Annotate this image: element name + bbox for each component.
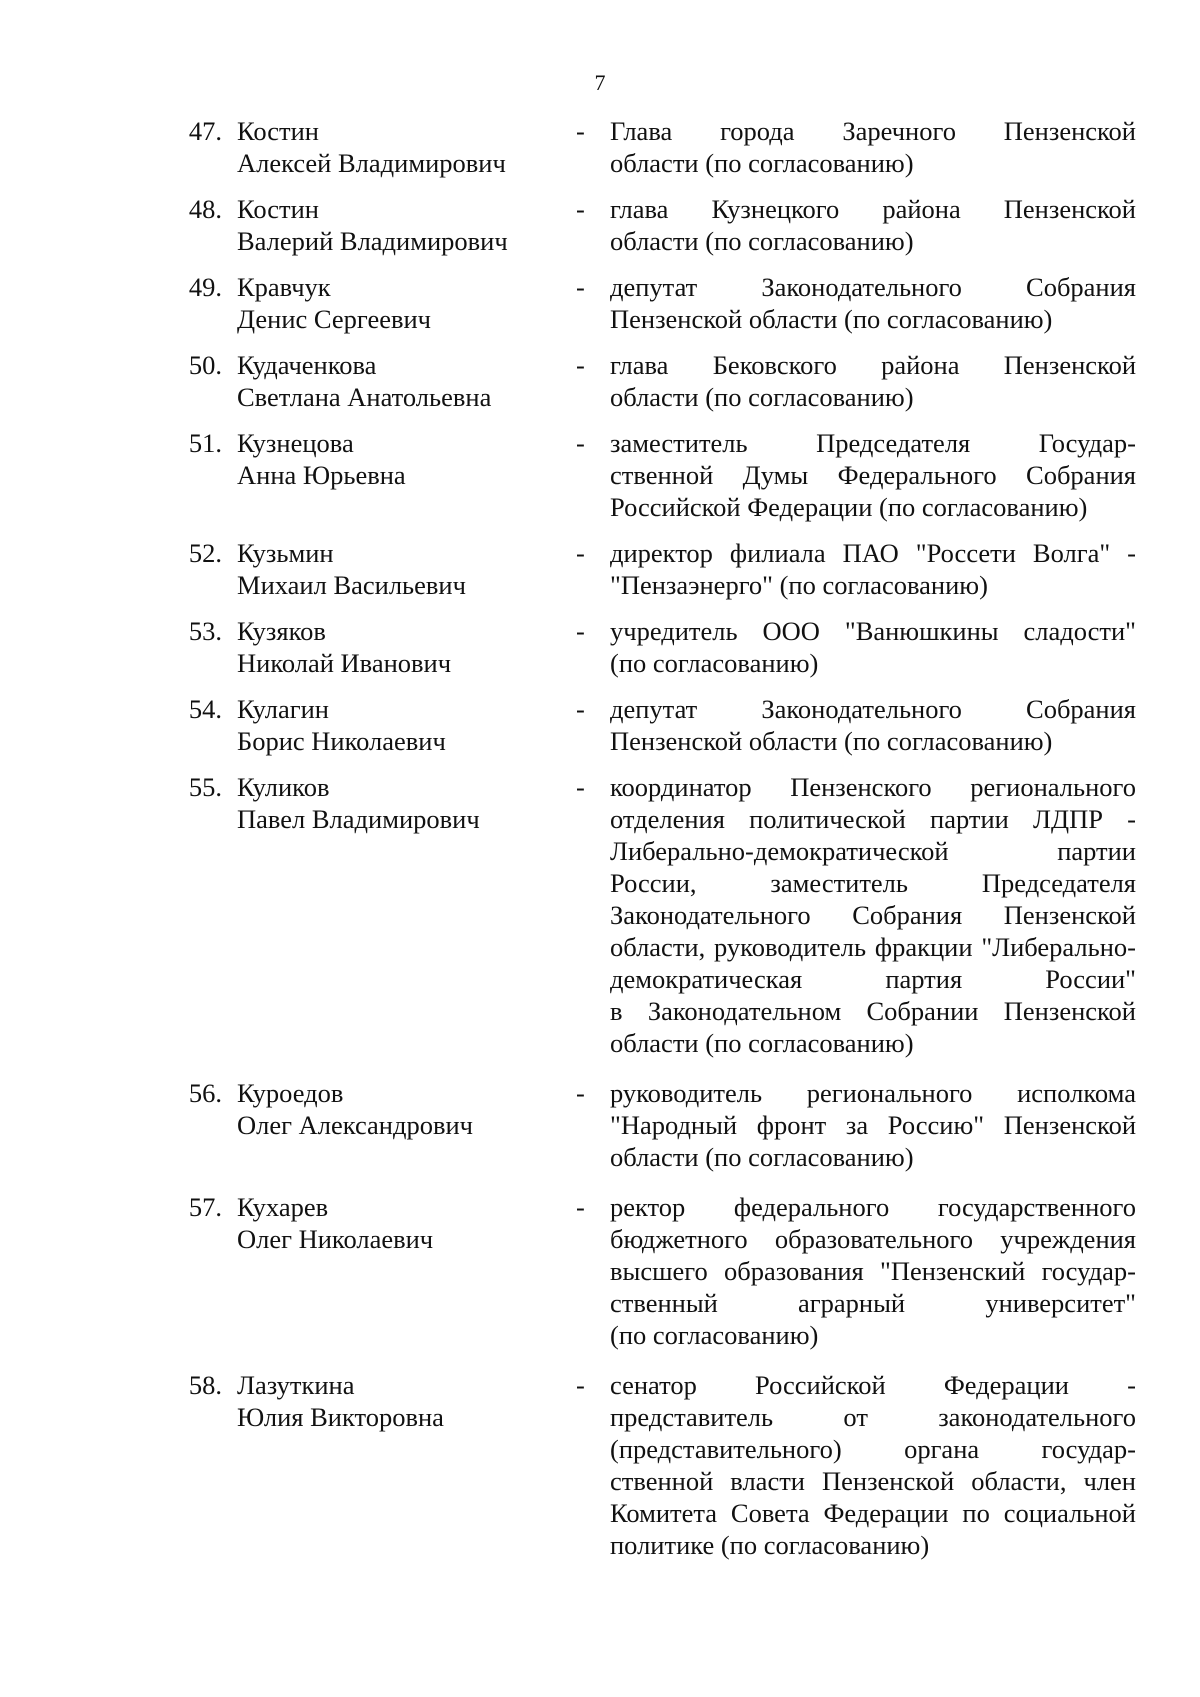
member-name (237, 427, 567, 491)
entry-number: 56. (188, 1078, 222, 1108)
entry-number: 47. (188, 116, 222, 146)
entry-dash: - (576, 272, 585, 302)
position-line: (по согласованию) (610, 1320, 819, 1350)
member-name (237, 615, 567, 679)
position-line: области (по согласованию) (610, 1142, 914, 1172)
position-line: области (по согласованию) (610, 382, 914, 412)
position-line: директор филиала ПАО "Россети Волга" - (610, 538, 1136, 568)
member-name (237, 1191, 567, 1255)
entry-number: 48. (188, 194, 222, 224)
entry-dash: - (576, 350, 585, 380)
member-surname: Костин (237, 116, 319, 146)
member-surname: Кулагин (237, 694, 329, 724)
member-position (610, 537, 1136, 601)
position-line: руководитель регионального исполкома (610, 1078, 1136, 1108)
position-line: Либерально-демократической партии (610, 836, 1136, 866)
position-line: ректор федерального государственного (610, 1192, 1136, 1222)
entry-number: 50. (188, 350, 222, 380)
member-given-names: Николай Иванович (237, 648, 452, 678)
member-position (610, 615, 1136, 679)
member-given-names: Павел Владимирович (237, 804, 480, 834)
member-surname: Кудаченкова (237, 350, 377, 380)
entry-dash: - (576, 1370, 585, 1400)
member-surname: Кухарев (237, 1192, 329, 1222)
position-line: Комитета Совета Федерации по социальной (610, 1498, 1136, 1528)
position-line: Законодательного Собрания Пензенской (610, 900, 1136, 930)
position-line: высшего образования "Пензенский государ- (610, 1256, 1136, 1286)
member-surname: Костин (237, 194, 319, 224)
position-line: глава Бековского района Пензенской (610, 350, 1136, 380)
position-line: Пензенской области (по согласованию) (610, 304, 1053, 334)
member-entry (0, 349, 1200, 413)
member-surname: Кузьмин (237, 538, 334, 568)
entry-number: 58. (188, 1370, 222, 1400)
member-position (610, 271, 1136, 335)
member-entry (0, 427, 1200, 523)
position-line: ственной власти Пензенской области, член (610, 1466, 1136, 1496)
entry-dash: - (576, 1192, 585, 1222)
member-name (237, 349, 567, 413)
position-line: области, руководитель фракции "Либерально- (610, 932, 1136, 962)
member-entry (0, 615, 1200, 679)
position-line: депутат Законодательного Собрания (610, 272, 1136, 302)
member-given-names: Светлана Анатольевна (237, 382, 492, 412)
position-line: (по согласованию) (610, 648, 819, 678)
member-given-names: Алексей Владимирович (237, 148, 506, 178)
position-line: "Пензаэнерго" (по согласованию) (610, 570, 988, 600)
entry-dash: - (576, 772, 585, 802)
entry-number: 49. (188, 272, 222, 302)
member-name (237, 693, 567, 757)
member-name (237, 271, 567, 335)
member-position (610, 771, 1136, 1059)
member-entry (0, 1077, 1200, 1173)
entry-dash: - (576, 694, 585, 724)
member-entry (0, 537, 1200, 601)
member-name (237, 771, 567, 835)
position-line: России, заместитель Председателя (610, 868, 1136, 898)
position-line: области (по согласованию) (610, 226, 914, 256)
position-line: координатор Пензенского регионального (610, 772, 1136, 802)
position-line: политике (по согласованию) (610, 1530, 930, 1560)
member-position (610, 115, 1136, 179)
members-list (0, 115, 1200, 1561)
position-line: сенатор Российской Федерации - (610, 1370, 1136, 1400)
member-surname: Кравчук (237, 272, 331, 302)
page-number: 7 (594, 70, 606, 95)
position-line: бюджетного образовательного учреждения (610, 1224, 1136, 1254)
entry-dash: - (576, 1078, 585, 1108)
member-entry (0, 1369, 1200, 1561)
member-position (610, 1077, 1136, 1173)
position-line: учредитель ООО "Ванюшкины сладости" (610, 616, 1136, 646)
member-given-names: Денис Сергеевич (237, 304, 431, 334)
entry-number: 54. (188, 694, 222, 724)
member-given-names: Олег Николаевич (237, 1224, 434, 1254)
entry-number: 57. (188, 1192, 222, 1222)
entry-number: 55. (188, 772, 222, 802)
member-given-names: Михаил Васильевич (237, 570, 466, 600)
member-given-names: Олег Александрович (237, 1110, 473, 1140)
member-entry (0, 771, 1200, 1059)
position-line: представитель от законодательного (610, 1402, 1136, 1432)
member-position (610, 427, 1136, 523)
position-line: "Народный фронт за Россию" Пензенской (610, 1110, 1136, 1140)
entry-dash: - (576, 616, 585, 646)
position-line: Пензенской области (по согласованию) (610, 726, 1053, 756)
position-line: отделения политической партии ЛДПР - (610, 804, 1136, 834)
member-entry (0, 271, 1200, 335)
position-line: демократическая партия России" (610, 964, 1136, 994)
position-line: заместитель Председателя Государ- (610, 428, 1136, 458)
member-surname: Кузнецова (237, 428, 354, 458)
position-line: области (по согласованию) (610, 148, 914, 178)
member-surname: Куроедов (237, 1078, 344, 1108)
position-line: Глава города Заречного Пензенской (610, 116, 1136, 146)
entry-dash: - (576, 116, 585, 146)
entry-number: 51. (188, 428, 222, 458)
member-surname: Куликов (237, 772, 330, 802)
position-line: в Законодательном Собрании Пензенской (610, 996, 1136, 1026)
member-name (237, 1369, 567, 1433)
member-given-names: Борис Николаевич (237, 726, 446, 756)
entry-dash: - (576, 428, 585, 458)
member-position (610, 693, 1136, 757)
member-entry (0, 1191, 1200, 1351)
member-position (610, 1369, 1136, 1561)
member-given-names: Юлия Викторовна (237, 1402, 444, 1432)
entry-dash: - (576, 538, 585, 568)
member-name (237, 1077, 567, 1141)
position-line: области (по согласованию) (610, 1028, 914, 1058)
member-name (237, 193, 567, 257)
member-given-names: Анна Юрьевна (237, 460, 406, 490)
entry-number: 52. (188, 538, 222, 568)
member-position (610, 193, 1136, 257)
member-entry (0, 115, 1200, 179)
entry-dash: - (576, 194, 585, 224)
position-line: ственной Думы Федерального Собрания (610, 460, 1136, 490)
position-line: ственный аграрный университет" (610, 1288, 1136, 1318)
position-line: (представительного) органа государ- (610, 1434, 1136, 1464)
member-position (610, 349, 1136, 413)
position-line: Российской Федерации (по согласованию) (610, 492, 1088, 522)
member-surname: Лазуткина (237, 1370, 355, 1400)
member-name (237, 537, 567, 601)
member-surname: Кузяков (237, 616, 326, 646)
position-line: глава Кузнецкого района Пензенской (610, 194, 1136, 224)
member-entry (0, 693, 1200, 757)
entry-number: 53. (188, 616, 222, 646)
member-name (237, 115, 567, 179)
member-position (610, 1191, 1136, 1351)
position-line: депутат Законодательного Собрания (610, 694, 1136, 724)
member-entry (0, 193, 1200, 257)
member-given-names: Валерий Владимирович (237, 226, 508, 256)
